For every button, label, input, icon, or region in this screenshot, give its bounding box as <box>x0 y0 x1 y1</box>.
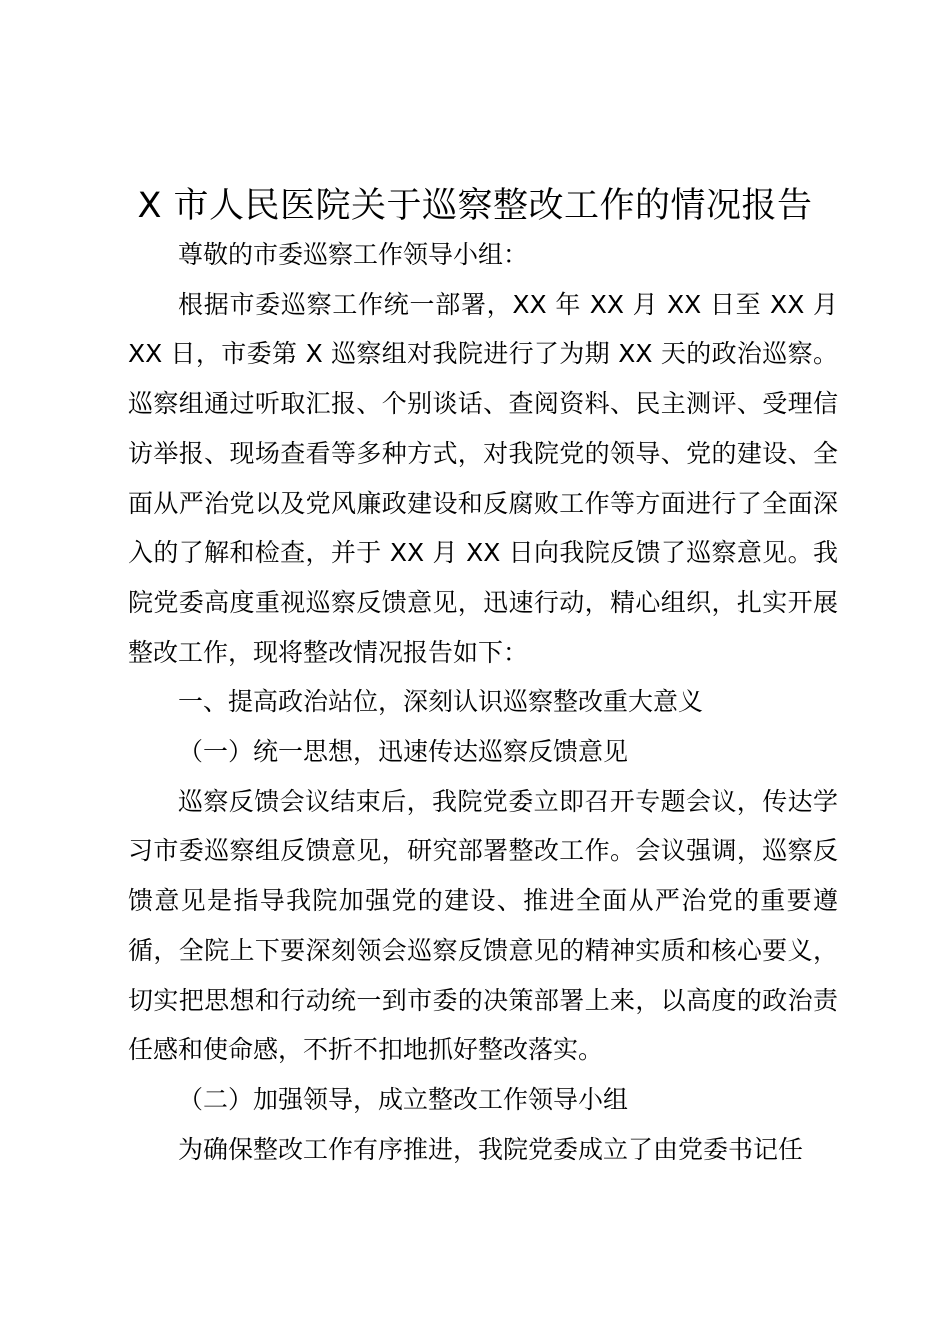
salutation: 尊敬的市委巡察工作领导小组： <box>178 240 529 269</box>
document-title: X 市人民医院关于巡察整改工作的情况报告 <box>137 186 813 226</box>
paragraph-1-1: 巡察反馈会议结束后，我院党委立即召开专题会议，传达学习市委巡察组反馈意见，研究部署整改工作。会议强调，巡察反馈意见是指导我院加强党的建设、推进全面从严治党的重要遵循，全院上下要深刻领会巡察反馈意见的精神实质和核心要义，切实把思想和行动统一到市委的决策部署上来，以高度的政治责任感和使命感，不折不扣地抓好整改落实。 <box>128 786 838 1065</box>
document-body <box>128 230 838 1174</box>
subsection-heading-1-1: （一）统一思想，迅速传达巡察反馈意见 <box>178 737 629 767</box>
paragraph-intro: 根据市委巡察工作统一部署，XX 年 XX 月 XX 日至 XX 月 XX 日，市委第 X 巡察组对我院进行了为期 XX 天的政治巡察。巡察组通过听取汇报、个别谈话、查阅资料、民主测评、受理信访举报、现场查看等多种方式，对我院党的领导、党的建设、全面从严治党以及党风廉政建设和反腐败工作等方面进行了全面深入的了解和检查，并于 XX 月 XX 日向我院反馈了巡察意见。我院党委高度重视巡察反馈意见，迅速行动，精心组织，扎实开展整改工作，现将整改情况报告如下： <box>128 289 838 667</box>
subsection-heading-1-2: （二）加强领导，成立整改工作领导小组 <box>178 1084 629 1114</box>
paragraph-1-2: 为确保整改工作有序推进，我院党委成立了由党委书记任 <box>178 1134 804 1164</box>
section-heading-1: 一、提高政治站位，深刻认识巡察整改重大意义 <box>178 687 704 717</box>
